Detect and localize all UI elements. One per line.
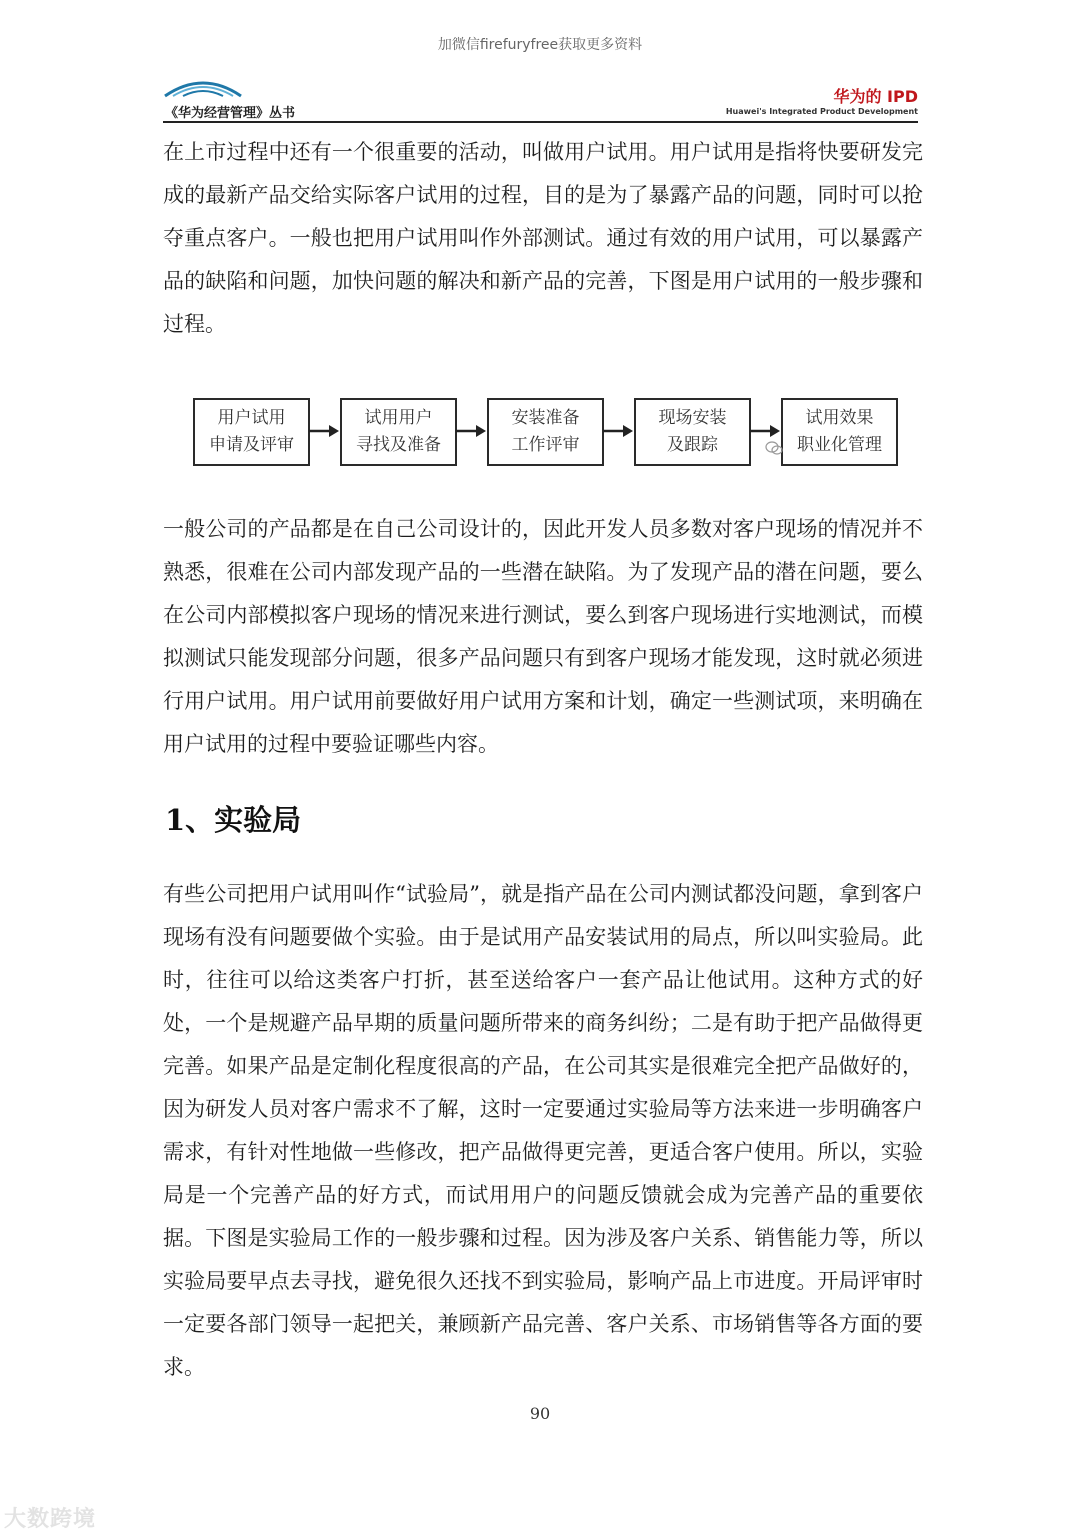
- flow-step-3-line2: 工作评审: [511, 435, 580, 455]
- brand-subtitle: Huawei's Integrated Product Development: [725, 107, 918, 116]
- user-trial-flowchart: [193, 398, 903, 468]
- brand-title: 华为的 IPD: [833, 87, 918, 106]
- paragraph-trial-site: 有些公司把用户试用叫作“试验局”，就是指产品在公司内测试都没问题，拿到客户现场有没有问题要做个实验。由于是试用产品安装试用的局点，所以叫实验局。此时，往往可以给这类客户打折，甚至送给客户一套产品让他试用。这种方式的好处，一个是规避产品早期的质量问题所带来的商务纠纷；二是有助于把产品做得更完善。如果产品是定制化程度很高的产品，在公司其实是很难完全把产品做好的，因为研发人员对客户需求不了解，这时一定要通过实验局等方法来进一步明确客户需求，有针对性地做一些修改，把产品做得更完善，更适合客户使用。所以，实验局是一个完善产品的好方式，而试用用户的问题反馈就会成为完善产品的重要依据。下图是实验局工作的一般步骤和过程。因为涉及客户关系、销售能力等，所以实验局要早点去寻找，避免很久还找不到实验局，影响产品上市进度。开局评审时一定要各部门领导一起把关，兼顾新产品完善、客户关系、市场销售等各方面的要求。: [163, 882, 923, 1379]
- flow-step-2-line2: 寻找及准备: [356, 435, 441, 455]
- flow-step-4-line1: 现场安装: [658, 408, 727, 428]
- flow-step-4: [634, 398, 751, 466]
- header-divider: [163, 121, 918, 123]
- flow-step-2: [340, 398, 457, 466]
- flow-step-5-line2: 职业化管理: [797, 435, 882, 455]
- flow-step-3: [487, 398, 604, 466]
- paragraph-user-trial-intro: 在上市过程中还有一个很重要的活动，叫做用户试用。用户试用是指将快要研发完成的最新产品交给实际客户试用的过程，目的是为了暴露产品的问题，同时可以抢夺重点客户。一般也把用户试用叫作外部测试。通过有效的用户试用，可以暴露产品的缺陷和问题，加快问题的解决和新产品的完善，下图是用户试用的一般步骤和过程。: [163, 140, 923, 336]
- flow-step-4-line2: 及跟踪: [667, 435, 718, 455]
- section-title: 1、实验局: [165, 803, 302, 837]
- flow-step-1: [193, 398, 310, 466]
- wechat-watermark-icon: [765, 441, 783, 455]
- arrow-right-icon: [750, 423, 780, 439]
- arrow-right-icon: [603, 423, 633, 439]
- flow-step-3-line1: 安装准备: [511, 408, 580, 428]
- flow-step-5-line1: 试用效果: [805, 408, 874, 428]
- series-logo-icon: [163, 76, 243, 98]
- paragraph-why-user-trial: 一般公司的产品都是在自己公司设计的，因此开发人员多数对客户现场的情况并不熟悉，很难在公司内部发现产品的一些潜在缺陷。为了发现产品的潜在问题，要么在公司内部模拟客户现场的情况来进行测试，要么到客户现场进行实地测试，而模拟测试只能发现部分问题，很多产品问题只有到客户现场才能发现，这时就必须进行用户试用。用户试用前要做好用户试用方案和计划，确定一些测试项，来明确在用户试用的过程中要验证哪些内容。: [163, 517, 923, 756]
- page-number: 90: [529, 1404, 551, 1423]
- flow-step-5: [781, 398, 898, 466]
- page-header: [163, 76, 918, 122]
- brand-block: [726, 88, 918, 118]
- top-watermark: 加微信firefuryfree获取更多资料: [437, 37, 643, 53]
- corner-watermark-logo: 大数跨境: [4, 1507, 97, 1532]
- flow-step-1-line1: 用户试用: [217, 408, 286, 428]
- flow-step-1-line2: 申请及评审: [209, 435, 294, 455]
- arrow-right-icon: [456, 423, 486, 439]
- flow-step-2-line1: 试用用户: [364, 408, 433, 428]
- series-title: 《华为经营管理》丛书: [165, 106, 296, 121]
- arrow-right-icon: [309, 423, 339, 439]
